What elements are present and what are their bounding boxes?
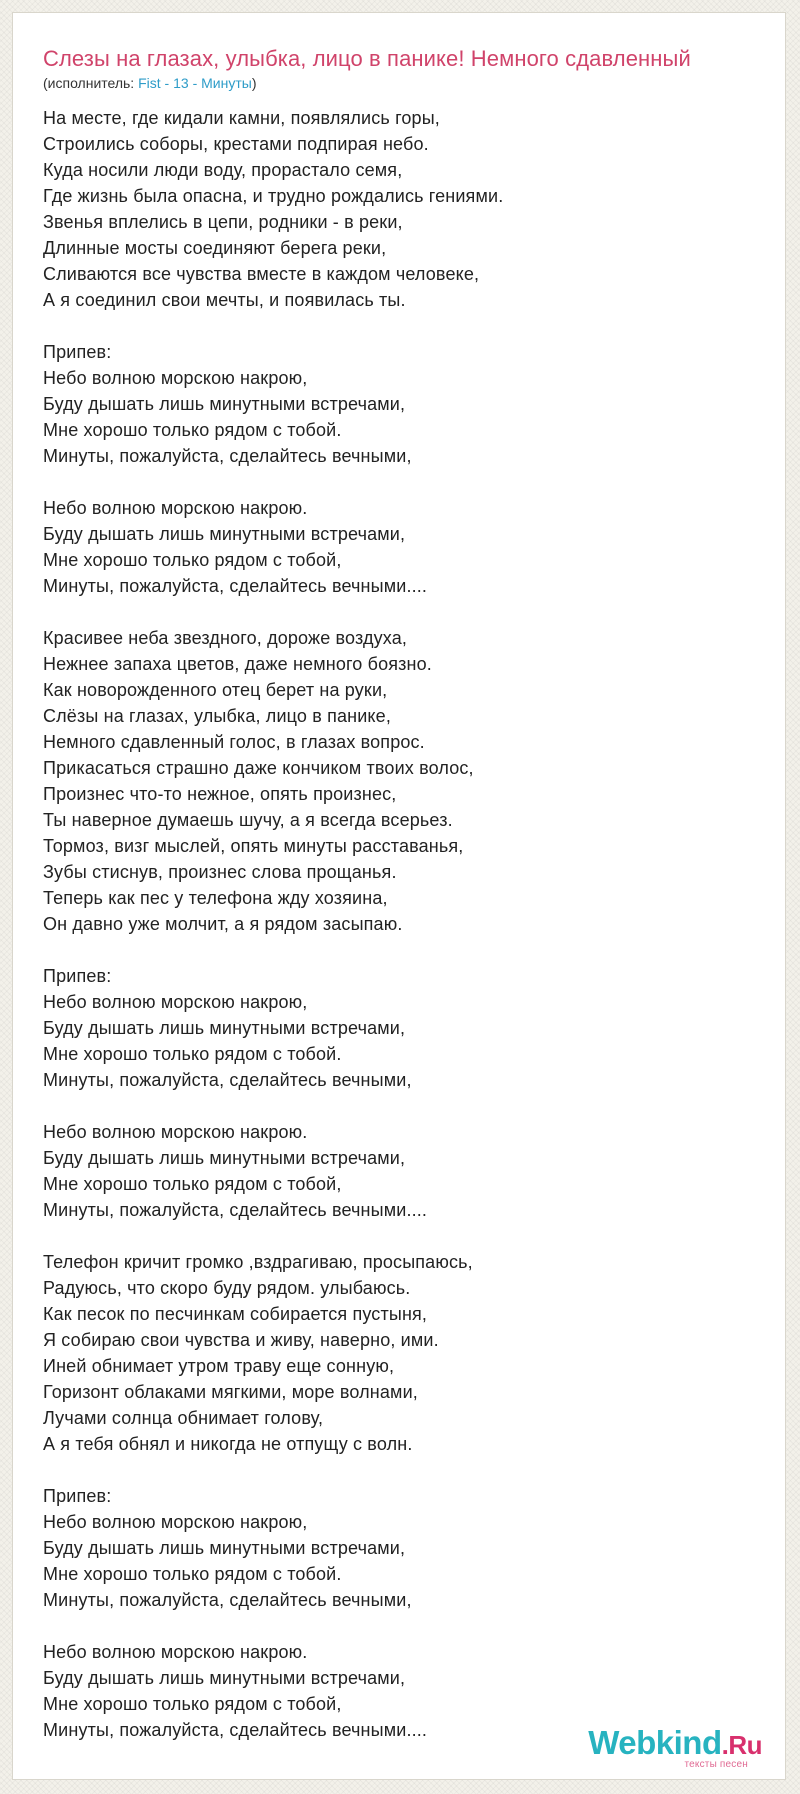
- lyric-line: Небо волною морскою накрою,: [43, 1512, 308, 1532]
- lyric-line: А я соединил свои мечты, и появилась ты.: [43, 290, 406, 310]
- lyric-line: [43, 313, 763, 339]
- logo-name: Webkind: [588, 1724, 722, 1761]
- lyric-line: Слёзы на глазах, улыбка, лицо в панике,: [43, 706, 391, 726]
- lyric-line: Прикасаться страшно даже кончиком твоих волос,: [43, 758, 474, 778]
- lyric-line: Мне хорошо только рядом с тобой.: [43, 1564, 342, 1584]
- lyric-line: Красивее неба звездного, дороже воздуха,: [43, 628, 408, 648]
- lyric-line: Минуты, пожалуйста, сделайтесь вечными,: [43, 446, 412, 466]
- lyric-line: Как новорожденного отец берет на руки,: [43, 680, 388, 700]
- lyric-line: Минуты, пожалуйста, сделайтесь вечными....: [43, 1720, 428, 1740]
- lyric-line: Мне хорошо только рядом с тобой,: [43, 1694, 342, 1714]
- byline-prefix: (исполнитель:: [43, 75, 139, 91]
- lyric-line: Мне хорошо только рядом с тобой.: [43, 420, 342, 440]
- byline-separator-2[interactable]: -: [188, 75, 202, 91]
- lyric-line: Куда носили люди воду, прорастало семя,: [43, 160, 403, 180]
- lyric-line: Иней обнимает утром траву еще сонную,: [43, 1356, 395, 1376]
- lyric-line: Буду дышать лишь минутными встречами,: [43, 524, 406, 544]
- logo-tagline: тексты песен: [684, 1759, 748, 1770]
- lyric-line: Он давно уже молчит, а я рядом засыпаю.: [43, 914, 403, 934]
- song-title: Слезы на глазах, улыбка, лицо в панике! Немного сдавленный: [43, 46, 691, 71]
- lyric-line: [43, 1223, 763, 1249]
- lyric-line: Ты наверное думаешь шучу, а я всегда всерьез.: [43, 810, 453, 830]
- lyric-line: Припев:: [43, 1486, 112, 1506]
- artist-link[interactable]: Fist: [138, 75, 161, 91]
- lyric-line: Нежнее запаха цветов, даже немного боязно.: [43, 654, 432, 674]
- lyric-line: Радуюсь, что скоро буду рядом. улыбаюсь.: [43, 1278, 411, 1298]
- lyric-line: Небо волною морскою накрою,: [43, 368, 308, 388]
- lyric-line: [43, 599, 763, 625]
- lyric-line: Телефон кричит громко ,вздрагиваю, просыпаюсь,: [43, 1252, 473, 1272]
- lyric-line: Теперь как пес у телефона жду хозяина,: [43, 888, 388, 908]
- lyric-line: Тормоз, визг мыслей, опять минуты расставанья,: [43, 836, 464, 856]
- lyric-line: Мне хорошо только рядом с тобой,: [43, 550, 342, 570]
- lyric-line: Немного сдавленный голос, в глазах вопрос.: [43, 732, 425, 752]
- lyric-line: Буду дышать лишь минутными встречами,: [43, 1668, 406, 1688]
- lyric-line: Буду дышать лишь минутными встречами,: [43, 1538, 406, 1558]
- byline: [43, 74, 257, 92]
- byline-separator-1[interactable]: -: [160, 75, 174, 91]
- lyric-line: Буду дышать лишь минутными встречами,: [43, 1148, 406, 1168]
- lyric-line: Минуты, пожалуйста, сделайтесь вечными....: [43, 1200, 428, 1220]
- track-link[interactable]: Минуты: [201, 75, 252, 91]
- lyric-line: [43, 1093, 763, 1119]
- lyric-line: Сливаются все чувства вместе в каждом человеке,: [43, 264, 480, 284]
- lyric-line: [43, 469, 763, 495]
- lyric-line: Небо волною морскою накрою.: [43, 1122, 308, 1142]
- lyric-line: Горизонт облаками мягкими, море волнами,: [43, 1382, 418, 1402]
- lyric-line: Минуты, пожалуйста, сделайтесь вечными,: [43, 1070, 412, 1090]
- album-link[interactable]: 13: [173, 75, 189, 91]
- lyrics-card: [12, 12, 786, 1780]
- lyric-line: На месте, где кидали камни, появлялись горы,: [43, 108, 440, 128]
- logo-tld: .Ru: [721, 1730, 762, 1760]
- lyric-line: Строились соборы, крестами подпирая небо.: [43, 134, 429, 154]
- lyric-line: Буду дышать лишь минутными встречами,: [43, 1018, 406, 1038]
- lyric-line: Небо волною морскою накрою.: [43, 1642, 308, 1662]
- lyrics-text: [43, 105, 763, 1743]
- lyric-line: Припев:: [43, 966, 112, 986]
- lyric-line: [43, 1457, 763, 1483]
- lyric-line: [43, 1613, 763, 1639]
- lyric-line: Я собираю свои чувства и живу, наверно, ими.: [43, 1330, 439, 1350]
- lyric-line: [43, 937, 763, 963]
- lyric-line: Буду дышать лишь минутными встречами,: [43, 394, 406, 414]
- lyric-line: Небо волною морскою накрою.: [43, 498, 308, 518]
- byline-suffix: ): [251, 75, 257, 91]
- lyric-line: Звенья вплелись в цепи, родники - в реки,: [43, 212, 403, 232]
- lyric-line: Мне хорошо только рядом с тобой.: [43, 1044, 342, 1064]
- webkind-logo[interactable]: [588, 1724, 762, 1770]
- lyric-line: Мне хорошо только рядом с тобой,: [43, 1174, 342, 1194]
- lyric-line: Небо волною морскою накрою,: [43, 992, 308, 1012]
- lyric-line: Произнес что-то нежное, опять произнес,: [43, 784, 397, 804]
- lyric-line: Зубы стиснув, произнес слова прощанья.: [43, 862, 397, 882]
- lyric-line: Припев:: [43, 342, 112, 362]
- lyric-line: Как песок по песчинкам собирается пустыня,: [43, 1304, 428, 1324]
- lyric-line: Длинные мосты соединяют берега реки,: [43, 238, 387, 258]
- lyric-line: Минуты, пожалуйста, сделайтесь вечными,: [43, 1590, 412, 1610]
- lyric-line: А я тебя обнял и никогда не отпущу с волн.: [43, 1434, 413, 1454]
- logo-wordmark: [588, 1726, 762, 1759]
- lyric-line: Лучами солнца обнимает голову,: [43, 1408, 324, 1428]
- lyric-line: Минуты, пожалуйста, сделайтесь вечными....: [43, 576, 428, 596]
- lyric-line: Где жизнь была опасна, и трудно рождались гениями.: [43, 186, 504, 206]
